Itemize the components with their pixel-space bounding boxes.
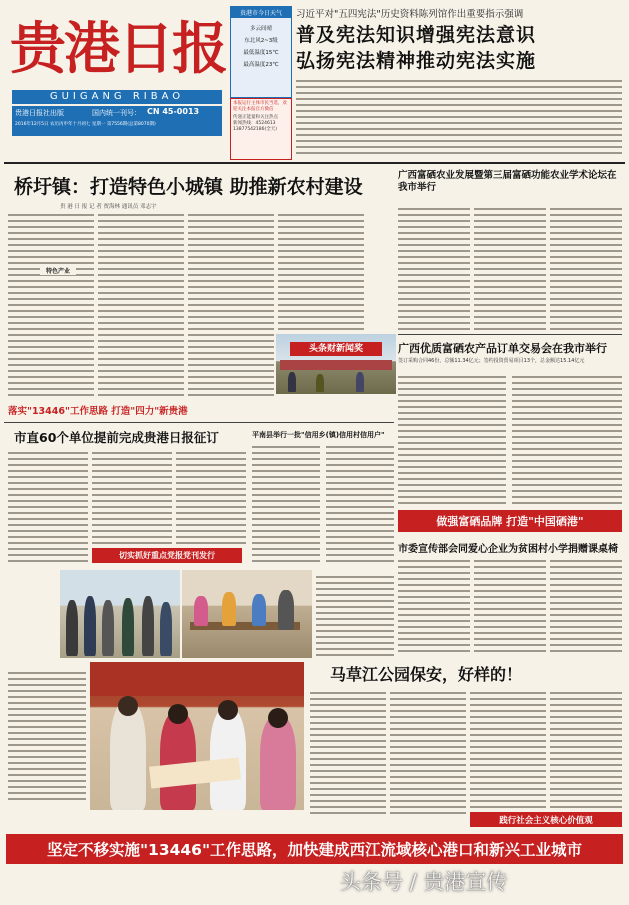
person-figure xyxy=(222,592,236,626)
masthead-info-box xyxy=(12,106,222,136)
fertile-body-col xyxy=(398,206,470,330)
watermark: 头条号 / 贵港宣传 xyxy=(340,870,508,894)
masthead-logo: 贵港日报 xyxy=(10,16,226,82)
market-photo xyxy=(276,334,396,394)
fertile-body-col xyxy=(474,206,546,330)
promo-line: 传递正能量和关注热点 xyxy=(233,115,278,120)
weather-line: 东北风2~3级 xyxy=(244,38,278,44)
dialogue-body xyxy=(326,444,394,562)
rule xyxy=(4,422,394,423)
person-figure xyxy=(122,598,134,656)
charity-headline: 市委宣传部会同爱心企业为贫困村小学捐赠课桌椅 xyxy=(398,544,618,555)
officials-photo xyxy=(60,570,180,658)
qiaoxu-subhead: 特色产业 xyxy=(40,266,76,275)
person-head xyxy=(118,696,138,716)
person-figure xyxy=(102,600,114,656)
person-figure xyxy=(288,372,296,392)
selenium-trade-headline: 广西优质富硒农产品订单交易会在我市举行 xyxy=(398,342,607,355)
masthead-cn-number: CN 45-0013 xyxy=(147,107,200,116)
person-figure xyxy=(252,594,266,626)
masthead-publisher: 贵港日报社出版 xyxy=(15,109,64,117)
qiaoxu-body-col xyxy=(98,212,184,396)
weather-box xyxy=(230,6,292,98)
park-body xyxy=(470,690,546,814)
promo-box xyxy=(230,98,292,160)
park-body xyxy=(310,690,386,814)
top-headline-1: 普及宪法知识增强宪法意识 xyxy=(296,24,537,46)
reports-headline: 市直60个单位提前完成贵港日报征订 xyxy=(14,430,219,445)
person-figure xyxy=(278,590,294,630)
promo-line: 本报运行主体市民当选，欢迎关注本报官方微信 xyxy=(233,101,287,112)
selenium-trade-subtitle: 签订采购合同46份，总额11.34亿元；签约投资贸易项目13个，总金额达15.14亿元 xyxy=(398,358,585,364)
selenium-trade-body xyxy=(512,374,622,506)
fertile-body-col xyxy=(550,206,622,330)
person-figure xyxy=(356,372,364,392)
person-figure xyxy=(110,702,146,810)
reports-body xyxy=(176,450,246,544)
promo-line: 新闻热线：4524613 xyxy=(233,121,276,126)
selenium-trade-body xyxy=(398,374,506,506)
masthead-cn-label: 国内统一刊号： xyxy=(92,109,141,117)
dialogue-headline: 平南县举行一批"信用乡(镇)信用村信用户" xyxy=(252,431,385,439)
person-figure xyxy=(260,716,296,810)
dialogue-body xyxy=(252,444,320,562)
weather-line: 多云间晴 xyxy=(249,26,272,32)
photo-caption xyxy=(316,574,394,658)
weather-title: 贵港市今日天气 xyxy=(231,7,291,18)
person-figure xyxy=(316,374,324,392)
tent-roof xyxy=(90,662,304,696)
qiaoxu-byline: 贵 港 日 报 记 者 贾海林 通讯员 邓志宇 xyxy=(60,204,157,210)
qiaoxu-body-col xyxy=(278,212,364,332)
person-figure xyxy=(160,712,196,810)
banner-selenium-brand: 做强富硒品牌 打造"中国硒港" xyxy=(398,510,622,532)
weather-line: 最低温度15℃ xyxy=(243,50,279,56)
reports-body xyxy=(8,450,88,566)
banner-core-values: 践行社会主义核心价值观 xyxy=(470,812,622,827)
top-headline-2: 弘扬宪法精神推动宪法实施 xyxy=(296,50,537,72)
park-body xyxy=(390,690,466,814)
person-figure xyxy=(66,600,78,656)
charity-body xyxy=(398,558,470,654)
women-photo xyxy=(90,662,304,810)
weather-line: 最高温度23℃ xyxy=(243,62,279,68)
person-figure xyxy=(142,596,154,656)
masthead xyxy=(6,4,228,160)
top-story-body xyxy=(296,78,622,158)
promo-line: 13877542186(全天) xyxy=(233,127,278,132)
masthead-dateline: 2016年12月5日 农历丙申年十月初七 星期一 第7556期(总第8070期) xyxy=(15,122,156,127)
banner-13446: 落实"13446"工作思路 打造"四力"新贵港 xyxy=(8,406,188,417)
banner-footer: 坚定不移实施"13446"工作思路，加快建成西江流域核心港口和新兴工业城市 xyxy=(6,834,623,864)
person-figure xyxy=(194,596,208,626)
market-sign: 头条财新闻奖 xyxy=(290,342,382,356)
charity-body xyxy=(474,558,546,654)
banner-party-work: 切实抓好重点党报党刊发行 xyxy=(92,548,242,563)
person-head xyxy=(268,708,288,728)
top-kicker: 习近平对"五四宪法"历史资料陈列馆作出重要指示强调 xyxy=(296,9,524,20)
market-awning xyxy=(280,360,392,370)
charity-body xyxy=(550,558,622,654)
rule xyxy=(398,334,622,335)
fertile-headline-text: 广西富硒农业发展暨第三届富硒功能农业学术论坛在我市举行 xyxy=(398,170,617,193)
park-body xyxy=(550,690,622,814)
person-figure xyxy=(160,602,172,656)
students-photo xyxy=(182,570,312,658)
qiaoxu-headline: 桥圩镇：打造特色小城镇 助推新农村建设 xyxy=(14,176,363,198)
person-head xyxy=(168,704,188,724)
fertile-headline xyxy=(398,170,622,196)
qiaoxu-body-col xyxy=(188,212,274,396)
qiaoxu-body-col xyxy=(8,212,94,396)
park-headline: 马草江公园保安，好样的！ xyxy=(330,665,523,684)
rule-top xyxy=(4,162,625,164)
left-caption xyxy=(8,670,86,802)
person-figure xyxy=(84,596,96,656)
masthead-pinyin: GUIGANG RIBAO xyxy=(12,90,222,104)
person-head xyxy=(218,700,238,720)
